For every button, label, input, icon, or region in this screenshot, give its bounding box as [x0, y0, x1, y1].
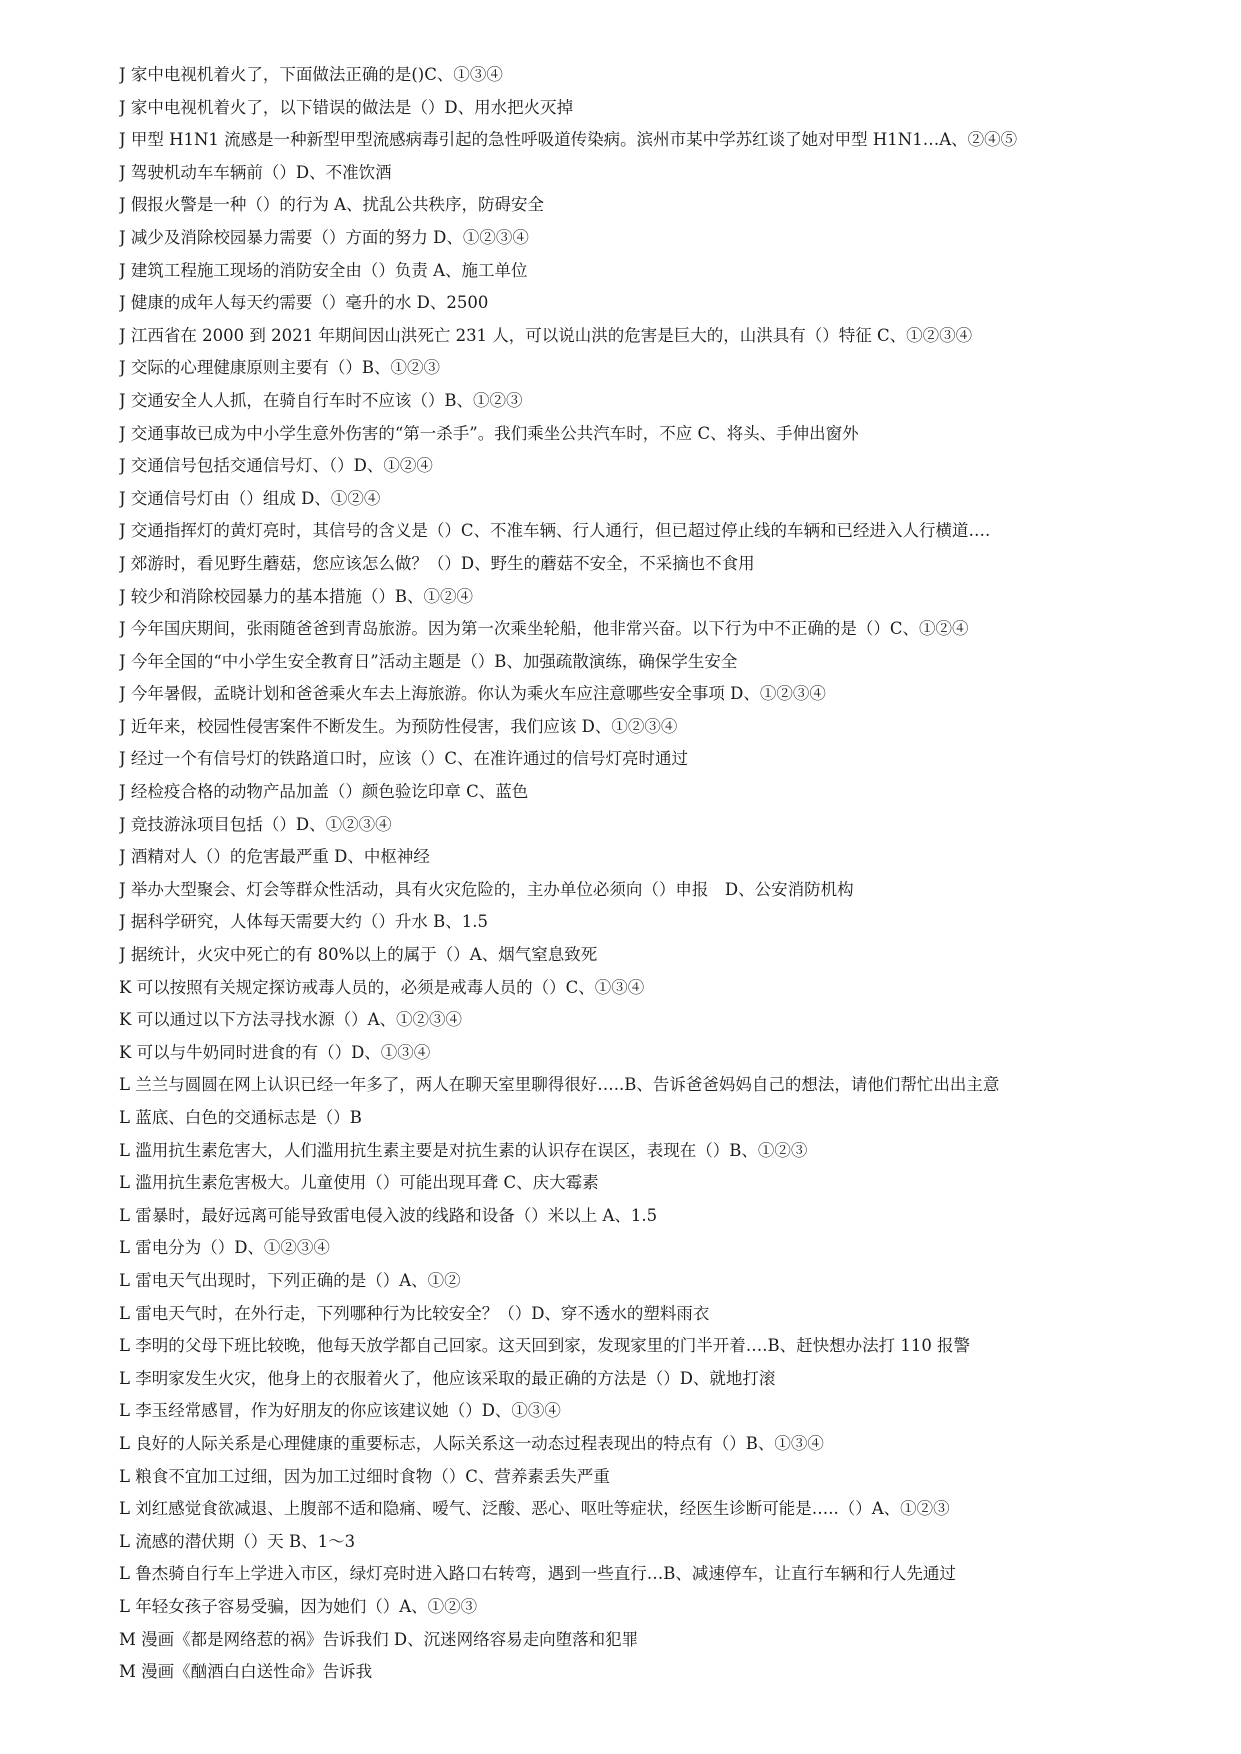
text-line: L 蓝底、白色的交通标志是（）B: [119, 1108, 362, 1127]
text-line: L 粮食不宜加工过细，因为加工过细时食物（）C、营养素丢失严重: [119, 1466, 610, 1486]
text-line: J 交通指挥灯的黄灯亮时，其信号的含义是（）C、不准车辆、行人通行，但已超过停止线的车辆和已经进入人行横道….: [119, 521, 991, 541]
text-line: J 酒精对人（）的危害最严重 D、中枢神经: [119, 847, 430, 867]
text-line: L 李明家发生火灾，他身上的衣服着火了，他应该采取的最正确的方法是（）D、就地打滚: [119, 1368, 776, 1388]
text-line: J 交通信号包括交通信号灯、（）D、①②④: [119, 456, 433, 476]
text-line: L 良好的人际关系是心理健康的重要标志，人际关系这一动态过程表现出的特点有（）B、①③④: [119, 1433, 824, 1453]
text-line: J 交际的心理健康原则主要有（）B、①②③: [119, 358, 440, 378]
text-line: L 鲁杰骑自行车上学进入市区，绿灯亮时进入路口右转弯，遇到一些直行…B、减速停车，让直行车辆和行人先通过: [119, 1564, 956, 1584]
text-line: J 今年国庆期间，张雨随爸爸到青岛旅游。因为第一次乘坐轮船，他非常兴奋。以下行为中不正确的是（）C、①②④: [119, 619, 969, 639]
text-line: K 可以按照有关规定探访戒毒人员的，必须是戒毒人员的（）C、①③④: [119, 977, 645, 997]
text-line: J 今年全国的“中小学生安全教育日”活动主题是（）B、加强疏散演练，确保学生安全: [119, 651, 738, 671]
text-line: J 驾驶机动车车辆前（）D、不准饮酒: [119, 162, 392, 182]
text-line: L 兰兰与圆圆在网上认识已经一年多了，两人在聊天室里聊得很好…..B、告诉爸爸妈妈自己的想法，请他们帮忙出出主意: [119, 1075, 1000, 1095]
text-line: M 漫画《酗酒白白送性命》告诉我: [119, 1662, 373, 1682]
text-line: L 雷电天气出现时，下列正确的是（）A、①②: [119, 1270, 461, 1290]
text-line: J 今年暑假，孟晓计划和爸爸乘火车去上海旅游。你认为乘火车应注意哪些安全事项 D、①②③④: [119, 684, 826, 704]
text-line: L 雷电天气时，在外行走，下列哪种行为比较安全？（）D、穿不透水的塑料雨衣: [119, 1303, 710, 1323]
question-answer-list: [119, 59, 1219, 1689]
text-line: J 郊游时，看见野生蘑菇，您应该怎么做？（）D、野生的蘑菇不安全，不采摘也不食用: [119, 553, 755, 573]
text-line: J 家中电视机着火了，以下错误的做法是（）D、用水把火灭掉: [119, 97, 574, 117]
text-line: J 据科学研究，人体每天需要大约（）升水 B、1.5: [119, 912, 488, 932]
text-line: L 滥用抗生素危害极大。儿童使用（）可能出现耳聋 C、庆大霉素: [119, 1173, 599, 1193]
text-line: J 建筑工程施工现场的消防安全由（）负责 A、施工单位: [119, 260, 528, 280]
text-line: J 较少和消除校园暴力的基本措施（）B、①②④: [119, 586, 473, 606]
text-line: J 减少及消除校园暴力需要（）方面的努力 D、①②③④: [119, 227, 529, 247]
text-line: J 经检疫合格的动物产品加盖（）颜色验讫印章 C、蓝色: [119, 782, 529, 802]
text-line: J 交通安全人人抓，在骑自行车时不应该（）B、①②③: [119, 390, 523, 410]
text-line: L 滥用抗生素危害大，人们滥用抗生素主要是对抗生素的认识存在误区，表现在（）B、①②③: [119, 1140, 808, 1160]
text-line: J 甲型 H1N1 流感是一种新型甲型流感病毒引起的急性呼吸道传染病。滨州市某中学苏红谈了她对甲型 H1N1…A、②④⑤: [119, 130, 1018, 150]
text-line: L 刘红感觉食欲减退、上腹部不适和隐痛、嗳气、泛酸、恶心、呕吐等症状，经医生诊断可能是…..（）A、①②③: [119, 1499, 950, 1519]
text-line: J 据统计，火灾中死亡的有 80%以上的属于（）A、烟气窒息致死: [119, 945, 598, 965]
text-line: L 李玉经常感冒，作为好朋友的你应该建议她（）D、①③④: [119, 1401, 561, 1421]
text-line: J 经过一个有信号灯的铁路道口时，应该（）C、在准许通过的信号灯亮时通过: [119, 749, 688, 769]
text-line: L 流感的潜伏期（）天 B、1～3: [119, 1531, 356, 1551]
text-line: J 交通事故已成为中小学生意外伤害的“第一杀手”。我们乘坐公共汽车时，不应 C、将头、手伸出窗外: [119, 423, 859, 443]
text-line: L 年轻女孩子容易受骗，因为她们（）A、①②③: [119, 1596, 478, 1616]
text-line: J 交通信号灯由（）组成 D、①②④: [119, 488, 381, 508]
text-line: L 李明的父母下班比较晚，他每天放学都自己回家。这天回到家，发现家里的门半开着….B、赶快想办法打 110 报警: [119, 1336, 971, 1356]
text-line: K 可以与牛奶同时进食的有（）D、①③④: [119, 1042, 431, 1062]
text-line: J 家中电视机着火了，下面做法正确的是()C、①③④: [119, 65, 503, 84]
text-line: L 雷电分为（）D、①②③④: [119, 1238, 330, 1258]
text-line: K 可以通过以下方法寻找水源（）A、①②③④: [119, 1010, 462, 1030]
text-line: J 竞技游泳项目包括（）D、①②③④: [119, 814, 392, 834]
text-line: J 健康的成年人每天约需要（）毫升的水 D、2500: [119, 293, 489, 313]
text-line: J 假报火警是一种（）的行为 A、扰乱公共秩序，防碍安全: [119, 195, 545, 215]
text-line: L 雷暴时，最好远离可能导致雷电侵入波的线路和设备（）米以上 A、1.5: [119, 1205, 658, 1225]
text-line: J 近年来，校园性侵害案件不断发生。为预防性侵害，我们应该 D、①②③④: [119, 716, 678, 736]
text-line: J 举办大型聚会、灯会等群众性活动，具有火灾危险的，主办单位必须向（）申报 D、公安消防机构: [119, 879, 854, 899]
text-line: M 漫画《都是网络惹的祸》告诉我们 D、沉迷网络容易走向堕落和犯罪: [119, 1629, 639, 1649]
text-line: J 江西省在 2000 到 2021 年期间因山洪死亡 231 人，可以说山洪的危害是巨大的，山洪具有（）特征 C、①②③④: [119, 325, 973, 345]
